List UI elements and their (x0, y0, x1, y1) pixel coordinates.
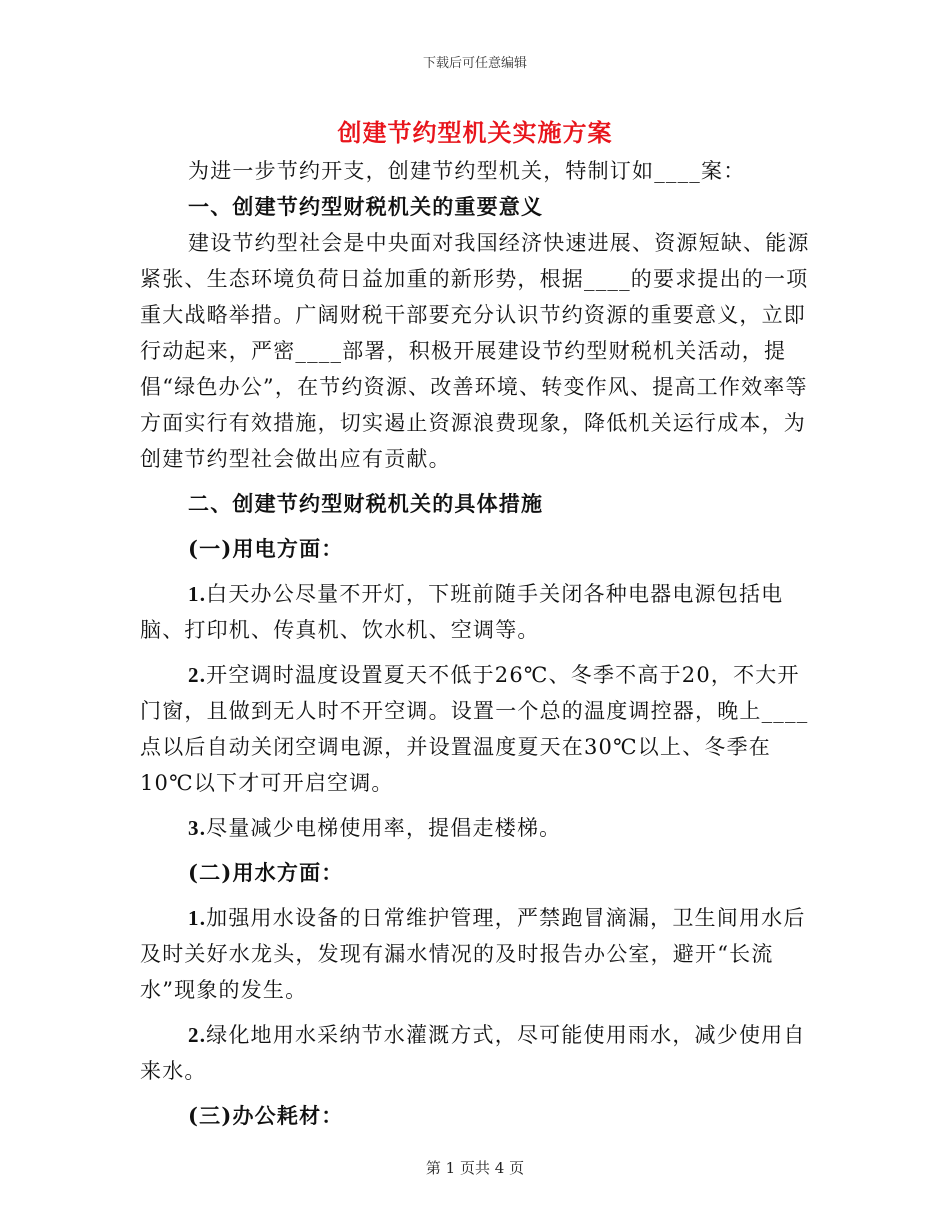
header-note: 下载后可任意编辑 (422, 56, 527, 71)
section1-heading: 一、创建节约型财税机关的重要意义 (188, 194, 544, 219)
item-number: 2. (188, 663, 207, 687)
document-body (140, 153, 815, 1134)
item-number: 1. (188, 906, 207, 930)
supplies-heading: (三)办公耗材： (188, 1103, 344, 1128)
item-number: 2. (188, 1023, 207, 1047)
electricity-item-3 (140, 810, 815, 846)
electricity-item-2 (140, 657, 815, 801)
item-text: 加强用水设备的日常维护管理，严禁跑冒滴漏，卫生间用水后及时关好水龙头，发现有漏水情况的及时报告办公室，避开“长流水”现象的发生。 (140, 906, 806, 1002)
section2-heading: 二、创建节约型财税机关的具体措施 (188, 491, 544, 516)
item-text: 开空调时温度设置夏天不低于26℃、冬季不高于20，不大开门窗，且做到无人时不开空调。设置一个总的温度调控器，晚上____点以后自动关闭空调电源，并设置温度夏天在30℃以上、冬季在10℃以下才可开启空调。 (140, 663, 809, 795)
item-number: 1. (188, 582, 207, 606)
intro-paragraph: 为进一步节约开支，创建节约型机关，特制订如____案： (188, 159, 746, 183)
water-item-2 (140, 1017, 815, 1089)
item-text: 尽量减少电梯使用率，提倡走楼梯。 (206, 816, 562, 840)
electricity-heading: (一)用电方面： (188, 536, 344, 561)
water-heading: (二)用水方面： (188, 860, 344, 885)
section1-paragraph: 建设节约型社会是中央面对我国经济快速进展、资源短缺、能源紧张、生态环境负荷日益加重的新形势，根据____的要求提出的一项重大战略举措。广阔财税干部要充分认识节约资源的重要意义，立即行动起来，严密____部署，积极开展建设节约型财税机关活动，提倡“绿色办公”，在节约资源、改善环境、转变作风、提高工作效率等方面实行有效措施，切实遏止资源浪费现象，降低机关运行成本，为创建节约型社会做出应有贡献。 (140, 231, 810, 471)
item-number: 3. (188, 816, 207, 840)
item-text: 白天办公尽量不开灯，下班前随手关闭各种电器电源包括电脑、打印机、传真机、饮水机、空调等。 (140, 582, 784, 642)
document-title: 创建节约型机关实施方案 (337, 118, 613, 147)
water-item-1 (140, 900, 815, 1008)
electricity-item-1 (140, 576, 815, 648)
item-text: 绿化地用水采纳节水灌溉方式，尽可能使用雨水，减少使用自来水。 (140, 1023, 806, 1083)
page-footer: 第 1 页共 4 页 (425, 1159, 525, 1177)
